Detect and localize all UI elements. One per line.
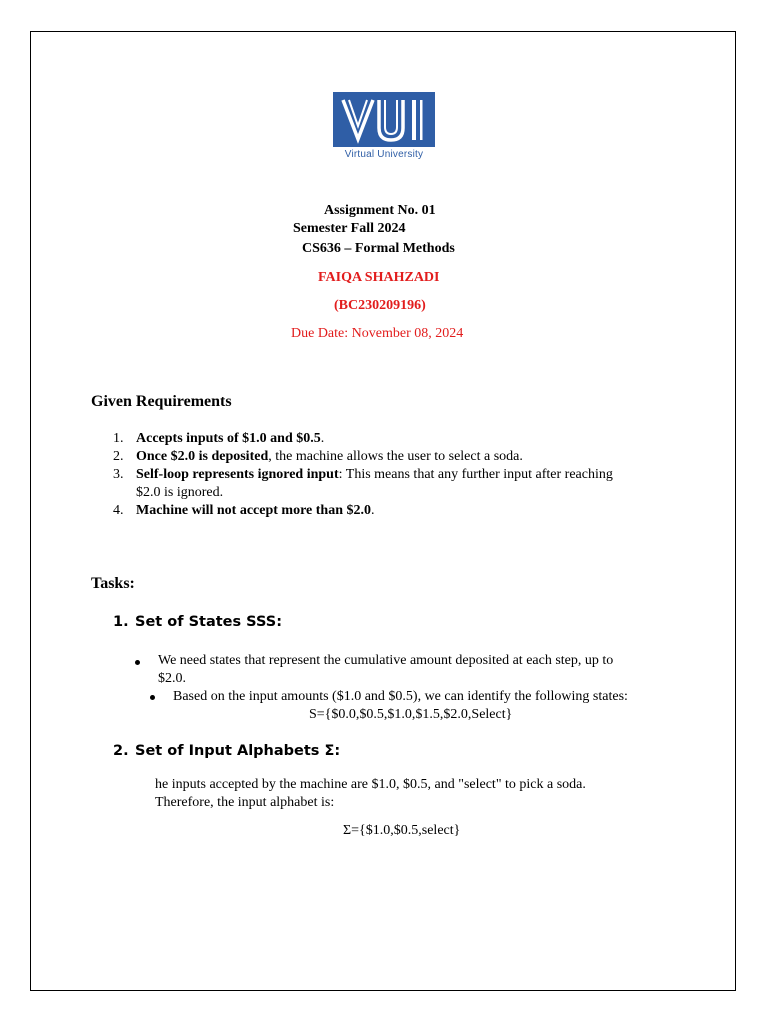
requirement-2-bold: Once $2.0 is deposited xyxy=(136,449,269,464)
student-name: FAIQA SHAHZADI xyxy=(318,270,440,285)
task-1-number: 1. xyxy=(113,614,129,630)
logo-caption: Virtual University xyxy=(344,149,424,160)
task-2-line-1: he inputs accepted by the machine are $1.0, $0.5, and "select" to pick a soda. xyxy=(155,777,586,792)
requirements-heading: Given Requirements xyxy=(91,393,232,410)
requirement-3 xyxy=(136,466,613,484)
bullet-icon xyxy=(150,695,155,700)
requirement-1 xyxy=(136,430,324,448)
alphabet-set: Σ={$1.0,$0.5,select} xyxy=(343,823,461,838)
requirement-1-rest: . xyxy=(320,431,325,446)
states-set: S={$0.0,$0.5,$1.0,$1.5,$2.0,Select} xyxy=(309,707,513,722)
student-id: (BC230209196) xyxy=(334,298,426,313)
requirement-4-number: 4. xyxy=(113,503,124,518)
vu-logo-mark xyxy=(333,92,435,147)
requirement-2-rest: , the machine allows the user to select a soda. xyxy=(268,449,523,464)
bullet-icon xyxy=(135,660,140,665)
tasks-heading: Tasks: xyxy=(91,575,135,592)
requirement-4-rest: . xyxy=(371,503,375,518)
task-1-title: Set of States SSS: xyxy=(135,614,283,630)
task-2-title: Set of Input Alphabets Σ: xyxy=(135,743,341,759)
task-1-bullet-1-continuation: $2.0. xyxy=(158,671,186,686)
task-1-bullet-1: We need states that represent the cumulative amount deposited at each step, up to xyxy=(158,653,614,668)
requirement-1-number: 1. xyxy=(113,431,124,446)
task-1-bullet-2: Based on the input amounts ($1.0 and $0.5), we can identify the following states: xyxy=(173,689,628,704)
course-title: CS636 – Formal Methods xyxy=(302,241,455,256)
requirement-4 xyxy=(136,502,375,520)
requirement-1-bold: Accepts inputs of $1.0 and $0.5 xyxy=(136,431,321,446)
requirement-3-continuation: $2.0 is ignored. xyxy=(136,485,224,500)
requirement-3-number: 3. xyxy=(113,467,124,482)
requirement-4-bold: Machine will not accept more than $2.0 xyxy=(136,503,371,518)
requirement-2 xyxy=(136,448,523,466)
requirement-3-rest: : This means that any further input after reaching xyxy=(338,467,613,482)
university-logo xyxy=(333,92,435,164)
requirement-2-number: 2. xyxy=(113,449,124,464)
requirement-3-bold: Self-loop represents ignored input xyxy=(136,467,339,482)
assignment-number: Assignment No. 01 xyxy=(324,203,436,218)
semester: Semester Fall 2024 xyxy=(293,221,406,236)
task-2-number: 2. xyxy=(113,743,129,759)
due-date: Due Date: November 08, 2024 xyxy=(291,326,464,341)
task-2-line-2: Therefore, the input alphabet is: xyxy=(155,795,335,810)
